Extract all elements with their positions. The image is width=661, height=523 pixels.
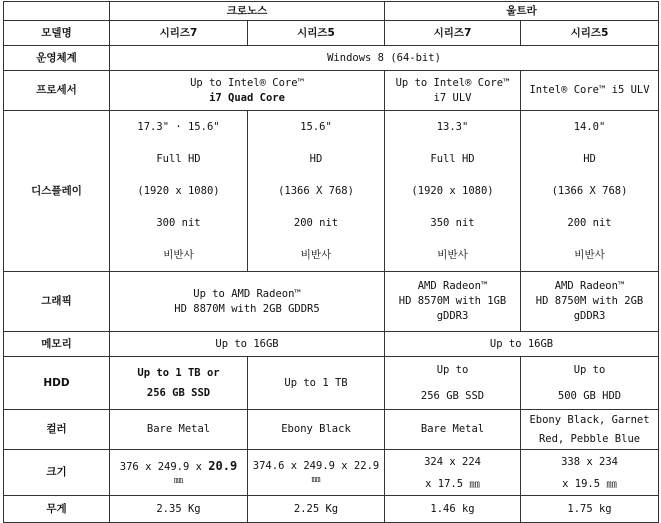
display-ultra-7 (385, 111, 521, 272)
graphics-u7-line3: gDDR3 (436, 310, 469, 322)
size-c5-unit: ㎜ (311, 475, 321, 485)
display-crossover-5 (248, 111, 385, 272)
graphics-u7-line2: HD 8570M with 1GB (398, 295, 507, 307)
weight-ultra-5: 1.75 kg (521, 496, 659, 523)
display-u5-size: 14.0" (573, 121, 606, 133)
display-u5-resolution: (1366 X 768) (551, 185, 628, 197)
weight-label: 무게 (4, 496, 110, 523)
group-crossover-header: 크로노스 (110, 2, 385, 21)
graphics-u5-line3: gDDR3 (573, 310, 606, 322)
hdd-c7-line1: Up to 1 TB or (137, 367, 220, 379)
hdd-crossover-7 (110, 357, 248, 410)
display-u5-brightness: 200 nit (567, 217, 612, 229)
model-crossover-5: 시리즈5 (248, 21, 385, 46)
group-header-row (4, 2, 659, 21)
memory-ultra: Up to 16GB (385, 332, 659, 357)
size-label: 크기 (4, 450, 110, 496)
graphics-label: 그래픽 (4, 272, 110, 332)
color-ultra-7: Bare Metal (385, 410, 521, 450)
size-u7-line2: x 17.5 ㎜ (425, 477, 480, 490)
hdd-c7-line2: 256 GB SSD (146, 387, 211, 399)
display-u7-resolution: (1920 x 1080) (411, 185, 494, 197)
hdd-ultra-5 (521, 357, 659, 410)
cpu-crossover (110, 71, 385, 111)
memory-row (4, 332, 659, 357)
model-crossover-7: 시리즈7 (110, 21, 248, 46)
graphics-u7-line1: AMD Radeon™ (417, 280, 488, 292)
display-u5-finish: 비반사 (574, 249, 605, 261)
size-row (4, 450, 659, 496)
graphics-ultra-5 (521, 272, 659, 332)
size-ultra-5 (521, 450, 659, 496)
graphics-u5-line1: AMD Radeon™ (554, 280, 625, 292)
cpu-row (4, 71, 659, 111)
size-crossover-7 (110, 450, 248, 496)
size-u7-line1: 324 x 224 (424, 455, 481, 468)
os-label: 운영체계 (4, 46, 110, 71)
color-u5-line2: Red, Pebble Blue (538, 432, 641, 445)
model-label: 모델명 (4, 21, 110, 46)
memory-crossover: Up to 16GB (110, 332, 385, 357)
group-ultra-header: 울트라 (385, 2, 659, 21)
graphics-crossover (110, 272, 385, 332)
size-crossover-5 (248, 450, 385, 496)
weight-ultra-7: 1.46 kg (385, 496, 521, 523)
color-ultra-5 (521, 410, 659, 450)
cpu-crossover-line2: i7 Quad Core (209, 91, 285, 104)
hdd-u7-line2: 256 GB SSD (420, 390, 485, 402)
hdd-row (4, 357, 659, 410)
memory-label: 메모리 (4, 332, 110, 357)
size-c7-thickness: 20.9 (208, 458, 238, 473)
display-u7-brightness: 350 nit (430, 217, 475, 229)
corner-cell (4, 2, 110, 21)
model-ultra-7: 시리즈7 (385, 21, 521, 46)
display-c5-resolution: (1366 X 768) (278, 185, 354, 197)
size-c7-text (112, 459, 245, 475)
cpu-ultra-7 (385, 71, 521, 111)
hdd-label: HDD (4, 357, 110, 410)
display-u7-size: 13.3" (436, 121, 469, 133)
hdd-ultra-7 (385, 357, 521, 410)
cpu-ultra-5: Intel® Core™ i5 ULV (521, 71, 659, 111)
hdd-u5-line2: 500 GB HDD (557, 390, 622, 402)
graphics-crossover-line1: Up to AMD Radeon™ (193, 287, 301, 300)
size-ultra-7 (385, 450, 521, 496)
cpu-crossover-line1: Up to Intel® Core™ (190, 76, 304, 89)
weight-row (4, 496, 659, 523)
display-label: 디스플레이 (4, 111, 110, 272)
hdd-u5-line1: Up to (573, 364, 606, 376)
display-c7-finish: 비반사 (163, 249, 194, 261)
display-c5-finish: 비반사 (300, 249, 332, 261)
size-c5-text: 374.6 x 249.9 x 22.9 (252, 460, 380, 472)
display-c7-resolution: (1920 x 1080) (137, 185, 220, 197)
graphics-u5-line2: HD 8750M with 2GB (535, 295, 644, 307)
color-crossover-7: Bare Metal (110, 410, 248, 450)
display-u7-finish: 비반사 (437, 249, 468, 261)
color-u5-line1: Ebony Black, Garnet (529, 413, 650, 426)
display-c5-size: 15.6" (300, 121, 332, 133)
display-ultra-5 (521, 111, 659, 272)
model-row (4, 21, 659, 46)
cpu-ultra7-line2: i7 ULV (433, 91, 472, 104)
color-row (4, 410, 659, 450)
weight-crossover-5: 2.25 Kg (248, 496, 385, 523)
model-ultra-5: 시리즈5 (521, 21, 659, 46)
cpu-label: 프로세서 (4, 71, 110, 111)
graphics-ultra-7 (385, 272, 521, 332)
display-c5-type: HD (309, 153, 323, 165)
size-c7-prefix: 376 x 249.9 x (119, 460, 209, 473)
hdd-u7-line1: Up to (436, 364, 469, 376)
display-crossover-7 (110, 111, 248, 272)
display-c5-brightness: 200 nit (293, 217, 339, 229)
color-crossover-5: Ebony Black (248, 410, 385, 450)
color-label: 컬러 (4, 410, 110, 450)
os-value: Windows 8 (64-bit) (110, 46, 659, 71)
os-row (4, 46, 659, 71)
display-u7-type: Full HD (430, 153, 475, 165)
display-c7-brightness: 300 nit (156, 217, 201, 229)
display-c7-size: 17.3" · 15.6" (137, 121, 220, 133)
cpu-ultra7-line1: Up to Intel® Core™ (395, 76, 510, 89)
size-u5-line2: x 19.5 ㎜ (562, 477, 617, 490)
display-c7-type: Full HD (156, 153, 201, 165)
spec-comparison-table (3, 1, 659, 523)
graphics-row (4, 272, 659, 332)
size-u5-line1: 338 x 234 (561, 455, 618, 468)
hdd-crossover-5: Up to 1 TB (248, 357, 385, 410)
size-c7-unit: ㎜ (173, 475, 183, 486)
display-row (4, 111, 659, 272)
graphics-crossover-line2: HD 8870M with 2GB GDDR5 (174, 302, 320, 315)
weight-crossover-7: 2.35 Kg (110, 496, 248, 523)
display-u5-type: HD (583, 153, 596, 165)
